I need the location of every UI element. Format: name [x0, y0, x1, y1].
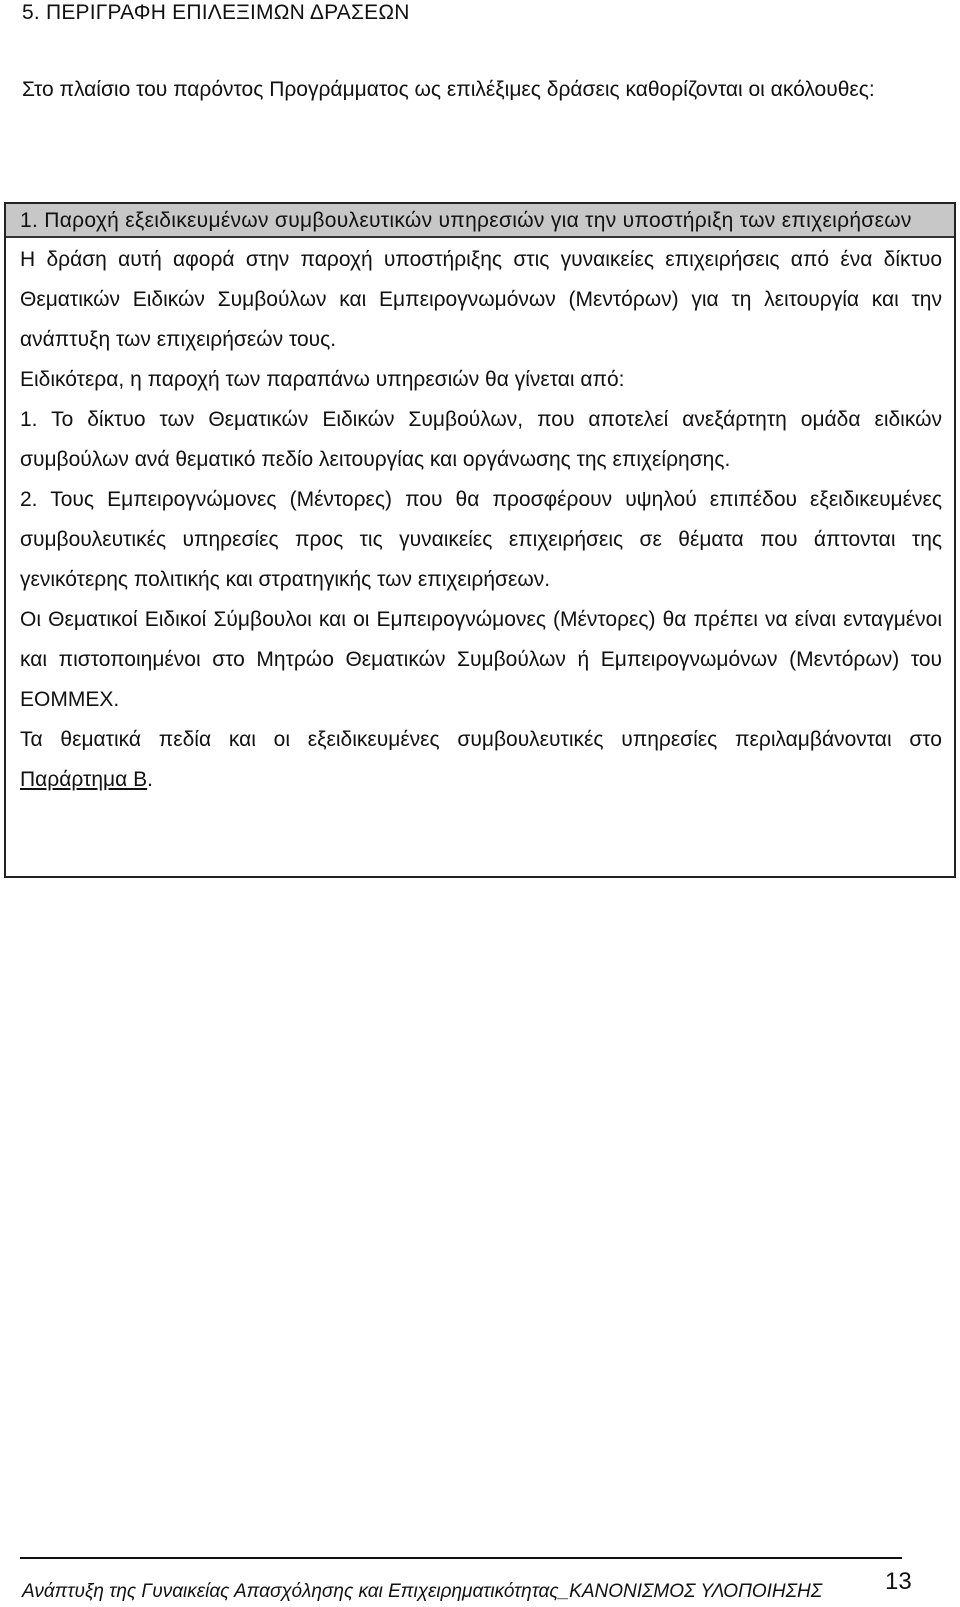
annex-b-link[interactable]: Παράρτημα Β — [20, 768, 148, 791]
intro-paragraph: Στο πλαίσιο του παρόντος Προγράμματος ως επιλέξιμες δράσεις καθορίζονται οι ακόλουθες: — [22, 78, 875, 101]
section-heading: 5. ΠΕΡΙΓΡΑΦΗ ΕΠΙΛΕΞΙΜΩΝ ΔΡΑΣΕΩΝ — [22, 1, 410, 24]
action-body — [6, 238, 954, 800]
provider-item-mentors: 2. Τους Εμπειρογνώμονες (Μέντορες) που θα προσφέρουν υψηλού επιπέδου εξειδικευμένες συμβουλευτικές υπηρεσίες προς τις γυναικείες επιχειρήσεις σε θέματα που άπτονται της γενικότερης πολιτικής και στρατηγικής των επιχειρήσεων. — [20, 488, 942, 591]
annex-reference — [20, 720, 942, 800]
page-number: 13 — [885, 1568, 912, 1595]
action-description: Η δράση αυτή αφορά στην παροχή υποστήριξης στις γυναικείες επιχειρήσεις από ένα δίκτυο Θεματικών Ειδικών Συμβούλων και Εμπειρογνωμόνων (Μεντόρων) για τη λειτουργία και την ανάπτυξη των επιχειρήσεών τους. — [20, 248, 942, 351]
annex-reference-end: . — [147, 768, 153, 791]
provider-item-consultants: 1. Το δίκτυο των Θεματικών Ειδικών Συμβούλων, που αποτελεί ανεξάρτητη ομάδα ειδικών συμβούλων ανά θεματικό πεδίο λειτουργίας και οργάνωσης της επιχείρησης. — [20, 408, 942, 471]
action-box — [4, 202, 956, 878]
action-title: 1. Παροχή εξειδικευμένων συμβουλευτικών υπηρεσιών για την υποστήριξη των επιχειρήσεων — [6, 204, 954, 238]
footer-divider — [20, 1557, 902, 1559]
registration-requirement: Οι Θεματικοί Ειδικοί Σύμβουλοι και οι Εμπειρογνώμονες (Μέντορες) θα πρέπει να είναι ενταγμένοι και πιστοποιημένοι στο Μητρώο Θεματικών Συμβούλων ή Εμπειρογνωμόνων (Μεντόρων) του ΕΟΜΜΕΧ. — [20, 608, 942, 711]
annex-reference-text: Τα θεματικά πεδία και οι εξειδικευμένες συμβουλευτικές υπηρεσίες περιλαμβάνονται στο — [20, 728, 942, 751]
providers-intro: Ειδικότερα, η παροχή των παραπάνω υπηρεσιών θα γίνεται από: — [20, 368, 625, 391]
footer-title: Ανάπτυξη της Γυναικείας Απασχόλησης και Επιχειρηματικότητας_ΚΑΝΟΝΙΣΜΟΣ ΥΛΟΠΟΙΗΣΗΣ — [22, 1581, 823, 1602]
